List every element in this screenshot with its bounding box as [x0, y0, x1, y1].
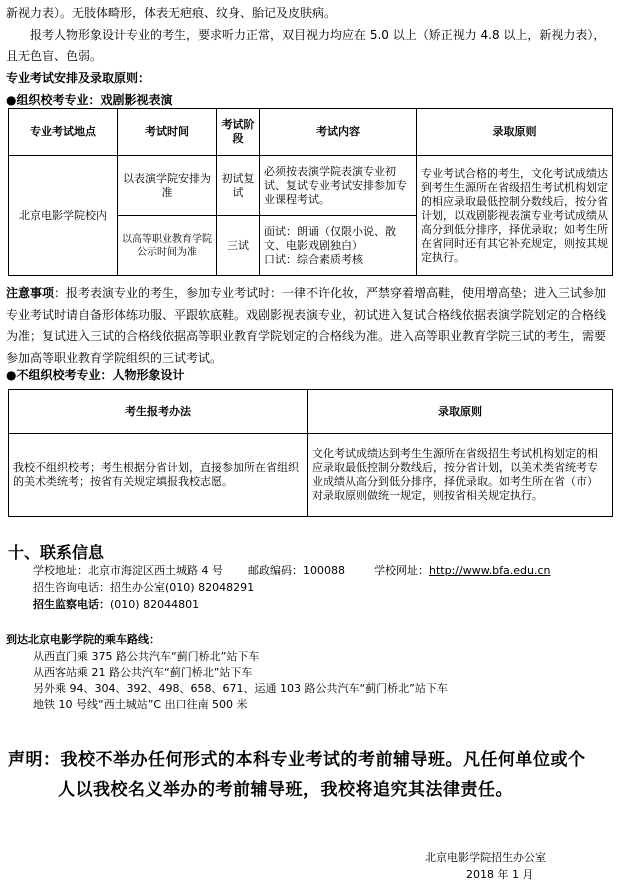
row1-content: 必须按表演学院表演专业初试、复试专业考试安排参加专业课程考试。	[260, 156, 417, 216]
contact-heading: 十、联系信息	[8, 543, 105, 562]
org-exam-heading: ●组织校考专业：戏剧影视表演	[6, 93, 173, 107]
org-admission: 专业考试合格的考生，文化考试成绩达到考生生源所在省级招生考试机构划定的相应录取最低控制分数线后，按分省计划，以戏剧影视表演专业考试成绩从高分到低分排序，择优录取；如考生所在省同时还有其它补充规定，则按其规定执行。	[417, 156, 613, 276]
intro-line-3: 且无色盲、色弱。	[6, 49, 103, 63]
header-nonorg-admission: 录取原则	[308, 390, 613, 434]
header-content: 考试内容	[260, 109, 417, 156]
row2-content	[260, 216, 417, 276]
row2-time: 以高等职业教育学院公示时间为准	[118, 216, 217, 276]
footer-date: 2018 年 1 月	[466, 868, 534, 881]
row2-content-oral: 口试：综合素质考核	[264, 252, 363, 266]
route-line-3: 另外乘 94、304、392、498、658、671、运通 103 路公共汽车“蓟门桥北”站下车	[33, 682, 448, 695]
notes-label: 注意事项	[6, 286, 55, 300]
website-link[interactable]: http://www.bfa.edu.cn	[429, 564, 551, 577]
section-heading: 专业考试安排及录取原则：	[6, 71, 151, 85]
header-location: 专业考试地点	[9, 109, 118, 156]
row2-content-interview: 面试：朗诵（仅限小说、散文、电影戏剧独白）	[264, 224, 396, 252]
nonorg-admission: 文化考试成绩达到考生生源所在省级招生考试机构划定的相应录取最低控制分数线后，按分省计划，以美术类省统考专业成绩从高分到低分排序，择优录取。如考生所在省（市）对录取原则做统一规定，则按省相关规定执行。	[308, 434, 613, 517]
row1-stage: 初试复试	[217, 156, 260, 216]
address: 北京市海淀区西土城路 4 号	[88, 564, 223, 577]
nonorg-exam-table	[8, 389, 613, 517]
org-exam-table	[8, 108, 613, 276]
website-label: 学校网址：	[374, 564, 429, 577]
phone-label: 招生咨询电话：	[33, 581, 110, 594]
postcode-label: 邮政编码：	[248, 564, 303, 577]
nonorg-exam-heading: ●不组织校考专业：人物形象设计	[6, 368, 185, 382]
contact-row-2	[33, 580, 254, 595]
nonorg-method: 我校不组织校考；考生根据分省计划，直接参加所在省组织的美术类统考；按省有关规定填报我校志愿。	[9, 434, 308, 517]
row2-stage: 三试	[217, 216, 260, 276]
route-line-1: 从西直门乘 375 路公共汽车“蓟门桥北”站下车	[33, 650, 260, 663]
header-method: 考生报考办法	[9, 390, 308, 434]
intro-line-1: 新视力表）。无肢体畸形，体表无疤痕、纹身、胎记及皮肤病。	[6, 6, 337, 20]
phone: 招生办公室(010) 82048291	[110, 581, 255, 594]
declaration-line-1: 声明：我校不举办任何形式的本科专业考试的考前辅导班。凡任何单位或个	[8, 750, 586, 770]
route-line-2: 从西客站乘 21 路公共汽车“蓟门桥北”站下车	[33, 666, 253, 679]
declaration-line-2: 人以我校名义举办的考前辅导班，我校将追究其法律责任。	[58, 780, 513, 800]
contact-row-1	[33, 563, 551, 578]
header-time: 考试时间	[118, 109, 217, 156]
contact-row-3	[33, 597, 199, 612]
row1-time: 以表演学院安排为准	[118, 156, 217, 216]
footer-office: 北京电影学院招生办公室	[425, 851, 546, 864]
route-line-4: 地铁 10 号线“西土城站”C 出口往南 500 米	[33, 698, 248, 711]
header-stage: 考试阶段	[217, 109, 260, 156]
intro-line-2: 报考人物形象设计专业的考生，要求听力正常，双目视力均应在 5.0 以上（矫正视力 4.8 以上，新视力表），	[30, 28, 606, 42]
supervise: (010) 82044801	[110, 598, 200, 611]
address-label: 学校地址：	[33, 564, 88, 577]
supervise-label: 招生监察电话：	[33, 598, 110, 611]
header-admission: 录取原则	[417, 109, 613, 156]
notes-text: ：报考表演专业的考生，参加专业考试时：一律不许化妆，严禁穿着增高鞋，使用增高垫；进入三试参加专业考试时请自备形体练功服、平跟软底鞋。戏剧影视表演专业，初试进入复试合格线依据表演学院划定的合格线为准；复试进入三试的合格线依据高等职业教育学院划定的合格线为准。进入高等职业教育学院三试的考生，需要参加高等职业教育学院组织的三试考试。	[6, 286, 607, 365]
route-heading: 到达北京电影学院的乘车路线：	[6, 633, 160, 646]
notes	[6, 283, 616, 369]
postcode: 100088	[303, 564, 345, 577]
exam-location: 北京电影学院校内	[9, 156, 118, 276]
